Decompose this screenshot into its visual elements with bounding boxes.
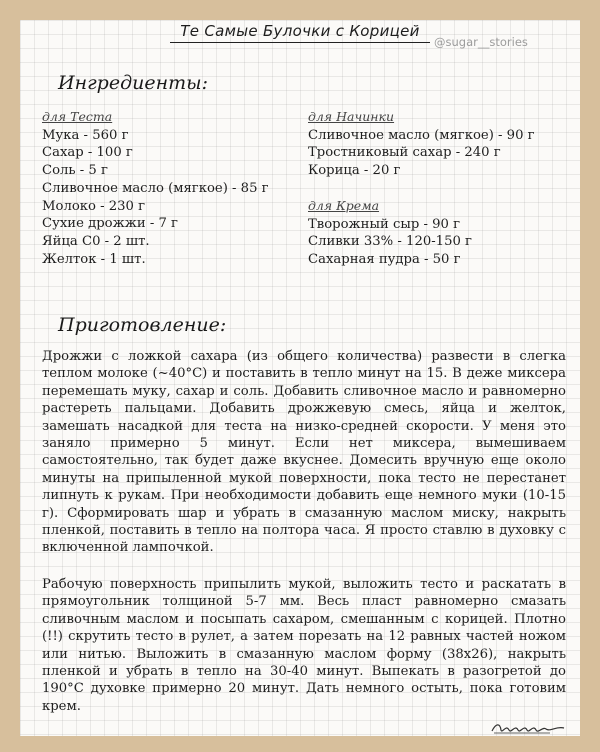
ingredient-item: Мука - 560 г bbox=[42, 127, 129, 143]
filling-ingredients bbox=[308, 108, 535, 180]
ingredient-item: Соль - 5 г bbox=[42, 163, 108, 179]
ingredient-item: Яйца С0 - 2 шт. bbox=[42, 233, 150, 249]
ingredient-item: Сахар - 100 г bbox=[42, 145, 133, 161]
recipe-title: Те Самые Булочки с Корицей bbox=[170, 22, 430, 43]
cream-label: для Крема bbox=[308, 198, 380, 213]
ingredient-item: Тростниковый сахар - 240 г bbox=[308, 145, 501, 161]
signature-icon bbox=[490, 720, 566, 736]
ingredient-item: Молоко - 230 г bbox=[42, 198, 146, 214]
author-handle: @sugar__stories bbox=[434, 35, 528, 49]
ingredient-item: Сухие дрожжи - 7 г bbox=[42, 216, 178, 232]
filling-label: для Начинки bbox=[308, 109, 395, 124]
preparation-heading: Приготовление: bbox=[58, 314, 227, 336]
ingredient-item: Сливки 33% - 120-150 г bbox=[308, 234, 472, 250]
dough-label: для Теста bbox=[42, 109, 113, 124]
ingredient-item: Желток - 1 шт. bbox=[42, 251, 146, 267]
ingredient-item: Корица - 20 г bbox=[308, 163, 401, 179]
dough-ingredients bbox=[42, 108, 269, 268]
ingredient-item: Творожный сыр - 90 г bbox=[308, 216, 460, 232]
preparation-paragraph-2: Рабочую поверхность припылить мукой, выложить тесто и раскатать в прямоугольник толщиной 5-7 мм. Весь пласт равномерно смазать сливочным маслом и посыпать сахаром, смешанным с корицей. Плотно (!!) скрутить тесто в рулет, а затем порезать на 12 равных частей ножом или нитью. Выложить в смазанную маслом форму (38х26), накрыть пленкой и убрать в тепло на 30-40 минут. Выпекать в разогретой до 190°С духовке примерно 20 минут. Дать немного остыть, пока готовим крем. bbox=[42, 577, 566, 714]
ingredients-heading: Ингредиенты: bbox=[58, 72, 209, 94]
ingredient-item: Сливочное масло (мягкое) - 85 г bbox=[42, 180, 269, 196]
ingredient-item: Сливочное масло (мягкое) - 90 г bbox=[308, 127, 535, 143]
preparation-paragraph-1: Дрожжи с ложкой сахара (из общего количества) развести в слегка теплом молоке (~40°С) и поставить в тепло минут на 15. В деже миксера перемешать муку, сахар и соль. Добавить сливочное масло и равномерно растереть пальцами. Добавить дрожжевую смесь, яйца и желток, замешать насадкой для теста на низко-средней скорости. У меня это заняло примерно 5 минут. Если нет миксера, вымешиваем самостоятельно, так будет даже вкуснее. Домесить вручную еще около минуты на припыленной мукой поверхности, пока тесто не перестанет липнуть к рукам. При необходимости добавить еще немного муки (10-15 г). Сформировать шар и убрать в смазанную маслом миску, накрыть пленкой, поставить в тепло на полтора часа. Я просто ставлю в духовку с включенной лампочкой. bbox=[42, 349, 566, 556]
cream-ingredients bbox=[308, 197, 472, 269]
ingredient-item: Сахарная пудра - 50 г bbox=[308, 252, 461, 268]
recipe-card bbox=[20, 20, 580, 736]
